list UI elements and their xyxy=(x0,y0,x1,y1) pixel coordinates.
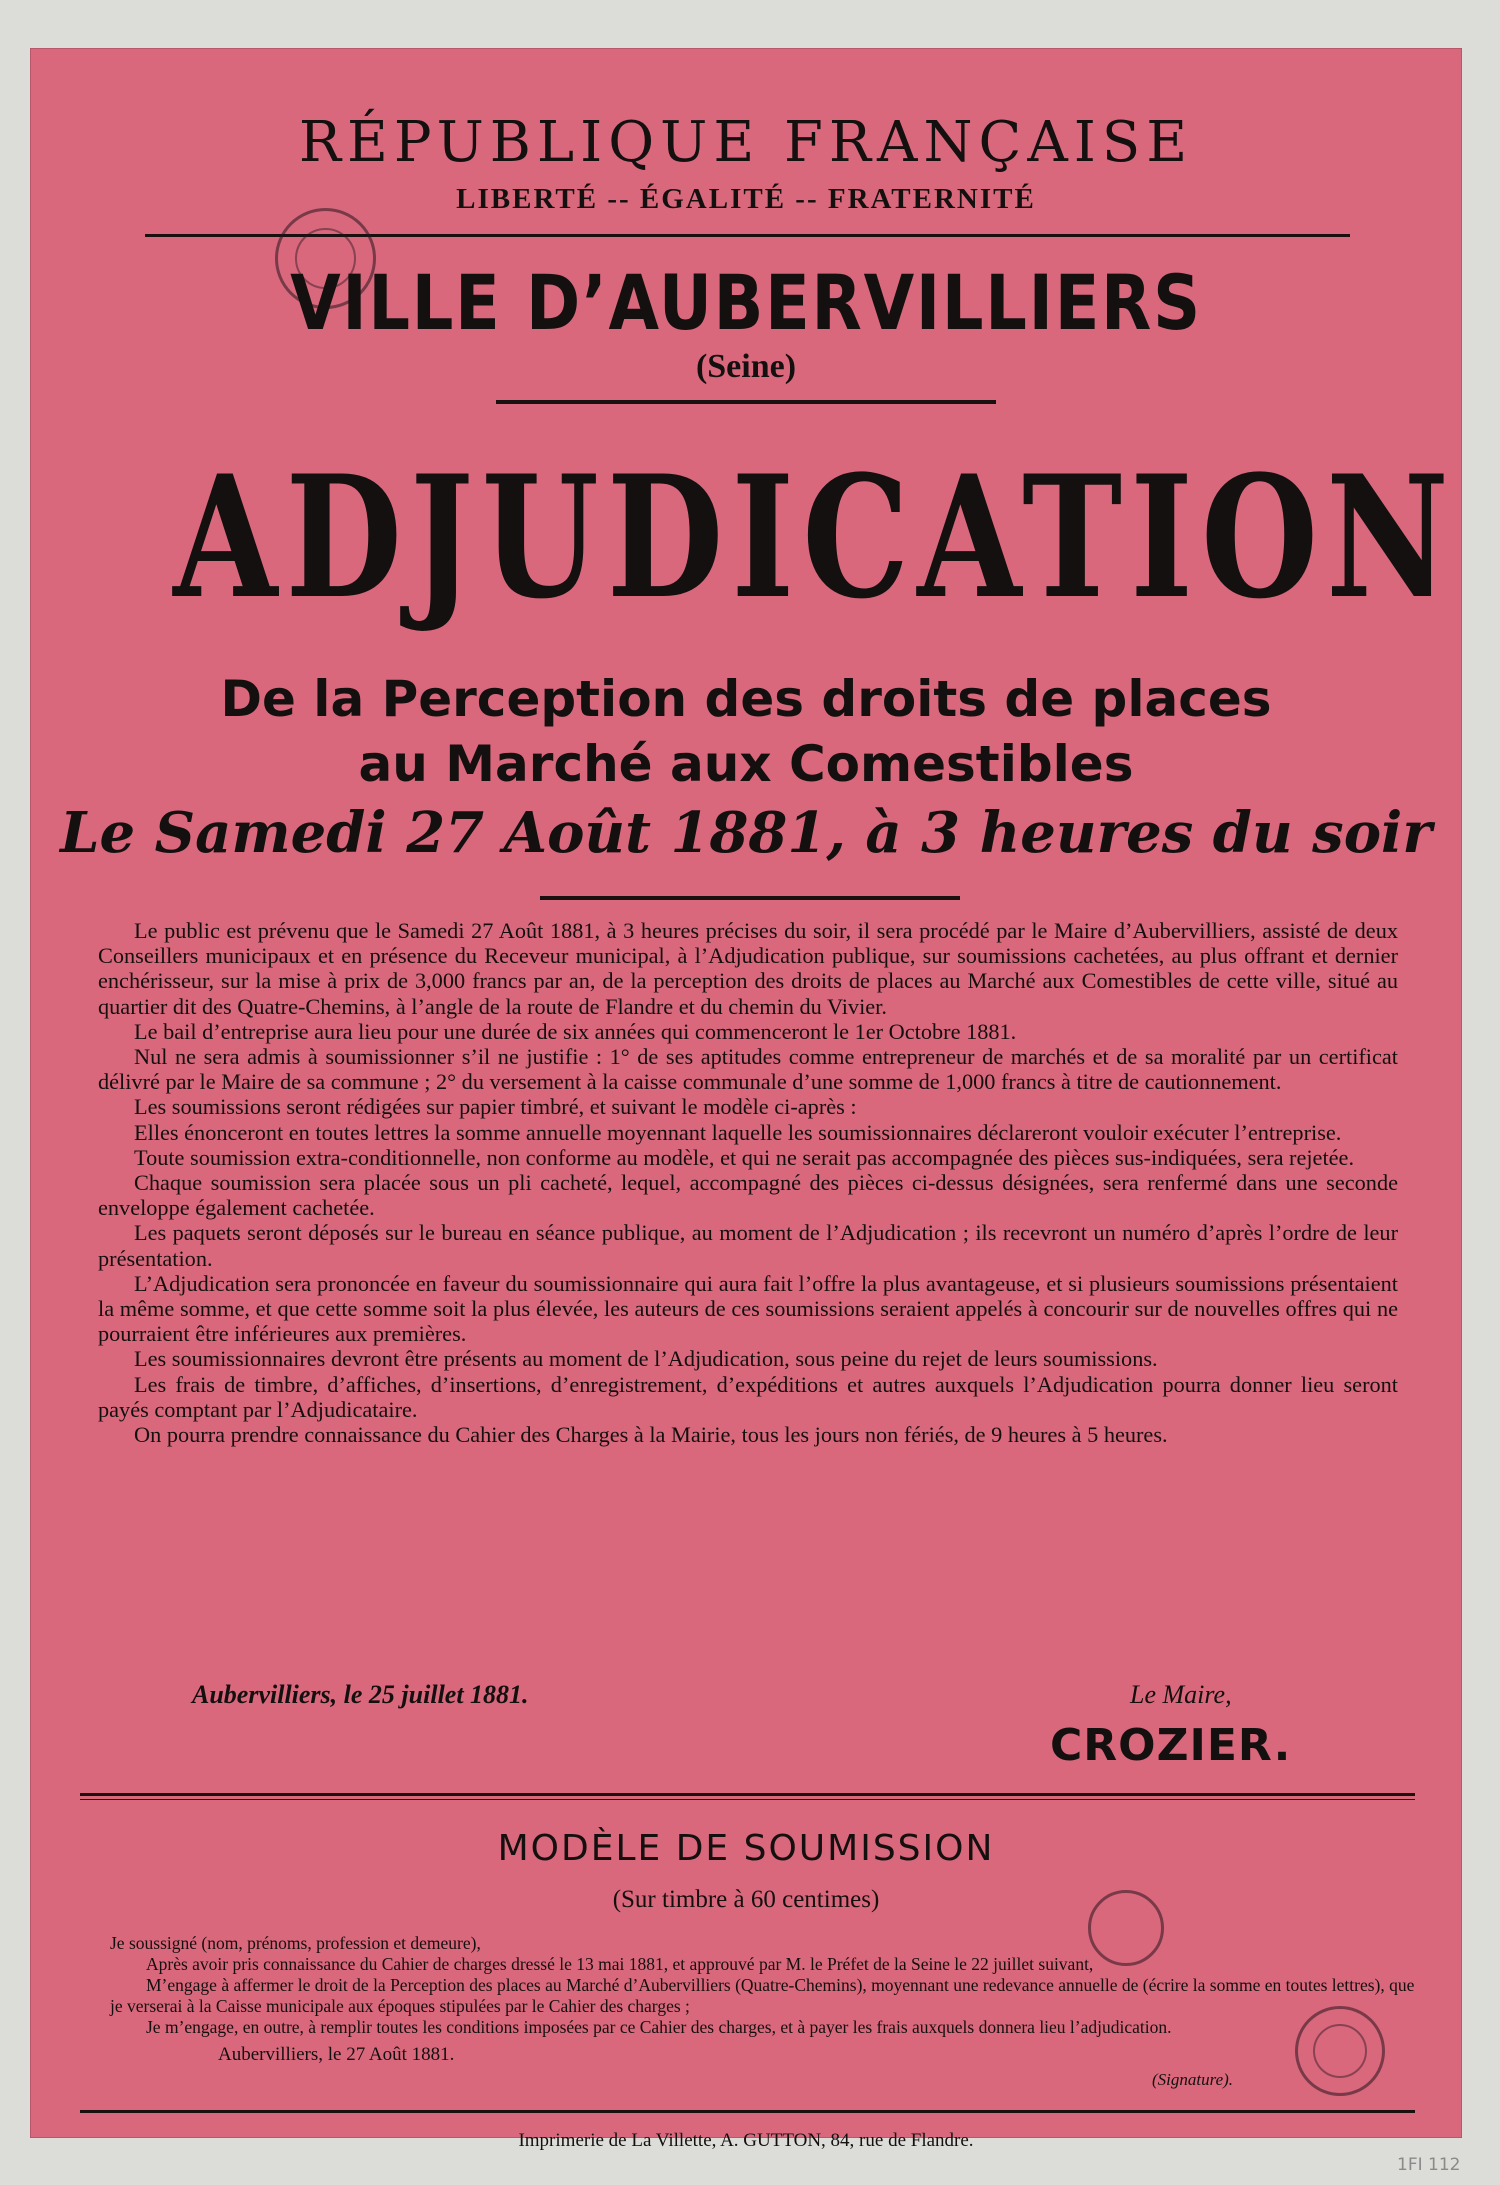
paragraph: Les paquets seront déposés sur le bureau en séance publique, au moment de l’Adjudication ; ils recevront un numéro d’après l’ordre de leur présentation. xyxy=(98,1220,1398,1271)
ville-rule xyxy=(496,400,996,404)
paragraph: On pourra prendre connaissance du Cahier des Charges à la Mairie, tous les jours non fériés, de 9 heures à 5 heures. xyxy=(134,1422,1168,1448)
section-rule-top-2 xyxy=(80,1799,1415,1800)
paragraph: Les frais de timbre, d’affiches, d’insertions, d’enregistrement, d’expéditions et autres auxquels l’Adjudication pourra donner lieu seront payés comptant par l’Adjudicataire. xyxy=(98,1371,1398,1422)
paragraph: Le bail d’entreprise aura lieu pour une durée de six années qui commenceront le 1er Octobre 1881. xyxy=(134,1018,1017,1044)
modele-title: MODÈLE DE SOUMISSION xyxy=(497,1828,995,1869)
paragraph: Les soumissions seront rédigées sur papier timbré, et suivant le modèle ci-après : xyxy=(134,1094,857,1120)
departement: (Seine) xyxy=(695,348,797,385)
paragraph: Elles énonceront en toutes lettres la somme annuelle moyennant laquelle les soumissionnaires déclareront vouloir exécuter l’entreprise. xyxy=(134,1119,1342,1145)
archive-shelfmark: 1FI 112 xyxy=(1397,2155,1461,2175)
modele-date: Aubervilliers, le 27 Août 1881. xyxy=(218,2044,455,2065)
event-date-line: Le Samedi 27 Août 1881, à 3 heures du soir xyxy=(60,800,1432,866)
paragraph: L’Adjudication sera prononcée en faveur du soumissionnaire qui aura fait l’offre la plus avantageuse, et si plusieurs soumissions présentaient la même somme, et que cette somme soit la plus élevée, les auteurs de ces soumissions seraient appelés à concourir sur de nouvelles offres qui ne pourraient être inférieures aux premières. xyxy=(98,1270,1398,1347)
footer-rule xyxy=(80,2110,1415,2113)
modele-line: Après avoir pris connaissance du Cahier de charges dressé le 13 mai 1881, et approuvé par M. le Préfet de la Seine le 22 juillet suivant, xyxy=(146,1954,1094,1974)
modele-line: Je m’engage, en outre, à remplir toutes les conditions imposées par ce Cahier des charges, et à payer les frais auxquels donnera lieu l’adjudication. xyxy=(146,2017,1172,2037)
notice-date: Aubervilliers, le 25 juillet 1881. xyxy=(192,1680,529,1709)
modele-line: M’engage à affermer le droit de la Perception des places au Marché d’Aubervilliers (Quatre-Chemins), moyennant une redevance annuelle de (écrire la somme en toutes lettres), que je verserai à la Caisse municipale aux époques stipulées par le Cahier des charges ; xyxy=(110,1975,1415,2016)
paragraph: Toute soumission extra-conditionnelle, non conforme au modèle, et qui ne serait pas accompagnée des pièces sus-indiquées, sera rejetée. xyxy=(134,1144,1355,1170)
paragraph: Chaque soumission sera placée sous un pli cacheté, lequel, accompagné des pièces ci-dessus désignées, sera renfermé dans une seconde enveloppe également cachetée. xyxy=(98,1170,1398,1221)
modele-body xyxy=(110,1933,1430,2038)
mairie-stamp-icon xyxy=(1295,2006,1385,2096)
paragraph: Les soumissionnaires devront être présents au moment de l’Adjudication, sous peine du rejet de leurs soumissions. xyxy=(134,1346,1158,1372)
modele-subtitle: (Sur timbre à 60 centimes) xyxy=(612,1886,880,1913)
notice-body xyxy=(98,918,1398,1447)
section-rule-top xyxy=(80,1793,1415,1796)
modele-line: Je soussigné (nom, prénoms, profession et demeure), xyxy=(110,1933,481,1953)
imprimerie-line: Imprimerie de La Villette, A. GUTTON, 84, rue de Flandre. xyxy=(518,2130,974,2151)
subtitle-line-1: De la Perception des droits de places xyxy=(220,670,1272,728)
maire-label: Le Maire, xyxy=(1130,1680,1232,1709)
maire-name: CROZIER. xyxy=(1050,1720,1292,1771)
title-rule xyxy=(540,896,960,900)
poster xyxy=(30,48,1462,2151)
timbre-stamp-icon xyxy=(1088,1890,1164,1966)
devise: LIBERTÉ -- ÉGALITÉ -- FRATERNITÉ xyxy=(456,183,1036,215)
ville-heading: VILLE D’AUBERVILLIERS xyxy=(290,258,1202,347)
adjudication-title: ADJUDICATION xyxy=(173,438,1457,636)
republique-heading: RÉPUBLIQUE FRANÇAISE xyxy=(298,110,1194,175)
signature-label: (Signature). xyxy=(1152,2070,1234,2089)
paragraph: Le public est prévenu que le Samedi 27 Août 1881, à 3 heures précises du soir, il sera procédé par le Maire d’Aubervilliers, assisté de deux Conseillers municipaux et en présence du Receveur municipal, à l’Adjudication publique, sur soumissions cachetées, au plus offrant et dernier enchérisseur, sur la mise à prix de 3,000 francs par an, de la perception des droits de places au Marché aux Comestibles de cette ville, situé au quartier dit des Quatre-Chemins, à l’angle de la route de Flandre et du chemin du Vivier. xyxy=(98,918,1398,1019)
subtitle-line-2: au Marché aux Comestibles xyxy=(358,735,1134,793)
paragraph: Nul ne sera admis à soumissionner s’il ne justifie : 1° de ses aptitudes comme entrepreneur de marchés et de sa moralité par un certificat délivré par le Maire de sa commune ; 2° du versement à la caisse communale d’une somme de 1,000 francs à titre de cautionnement. xyxy=(98,1044,1398,1095)
